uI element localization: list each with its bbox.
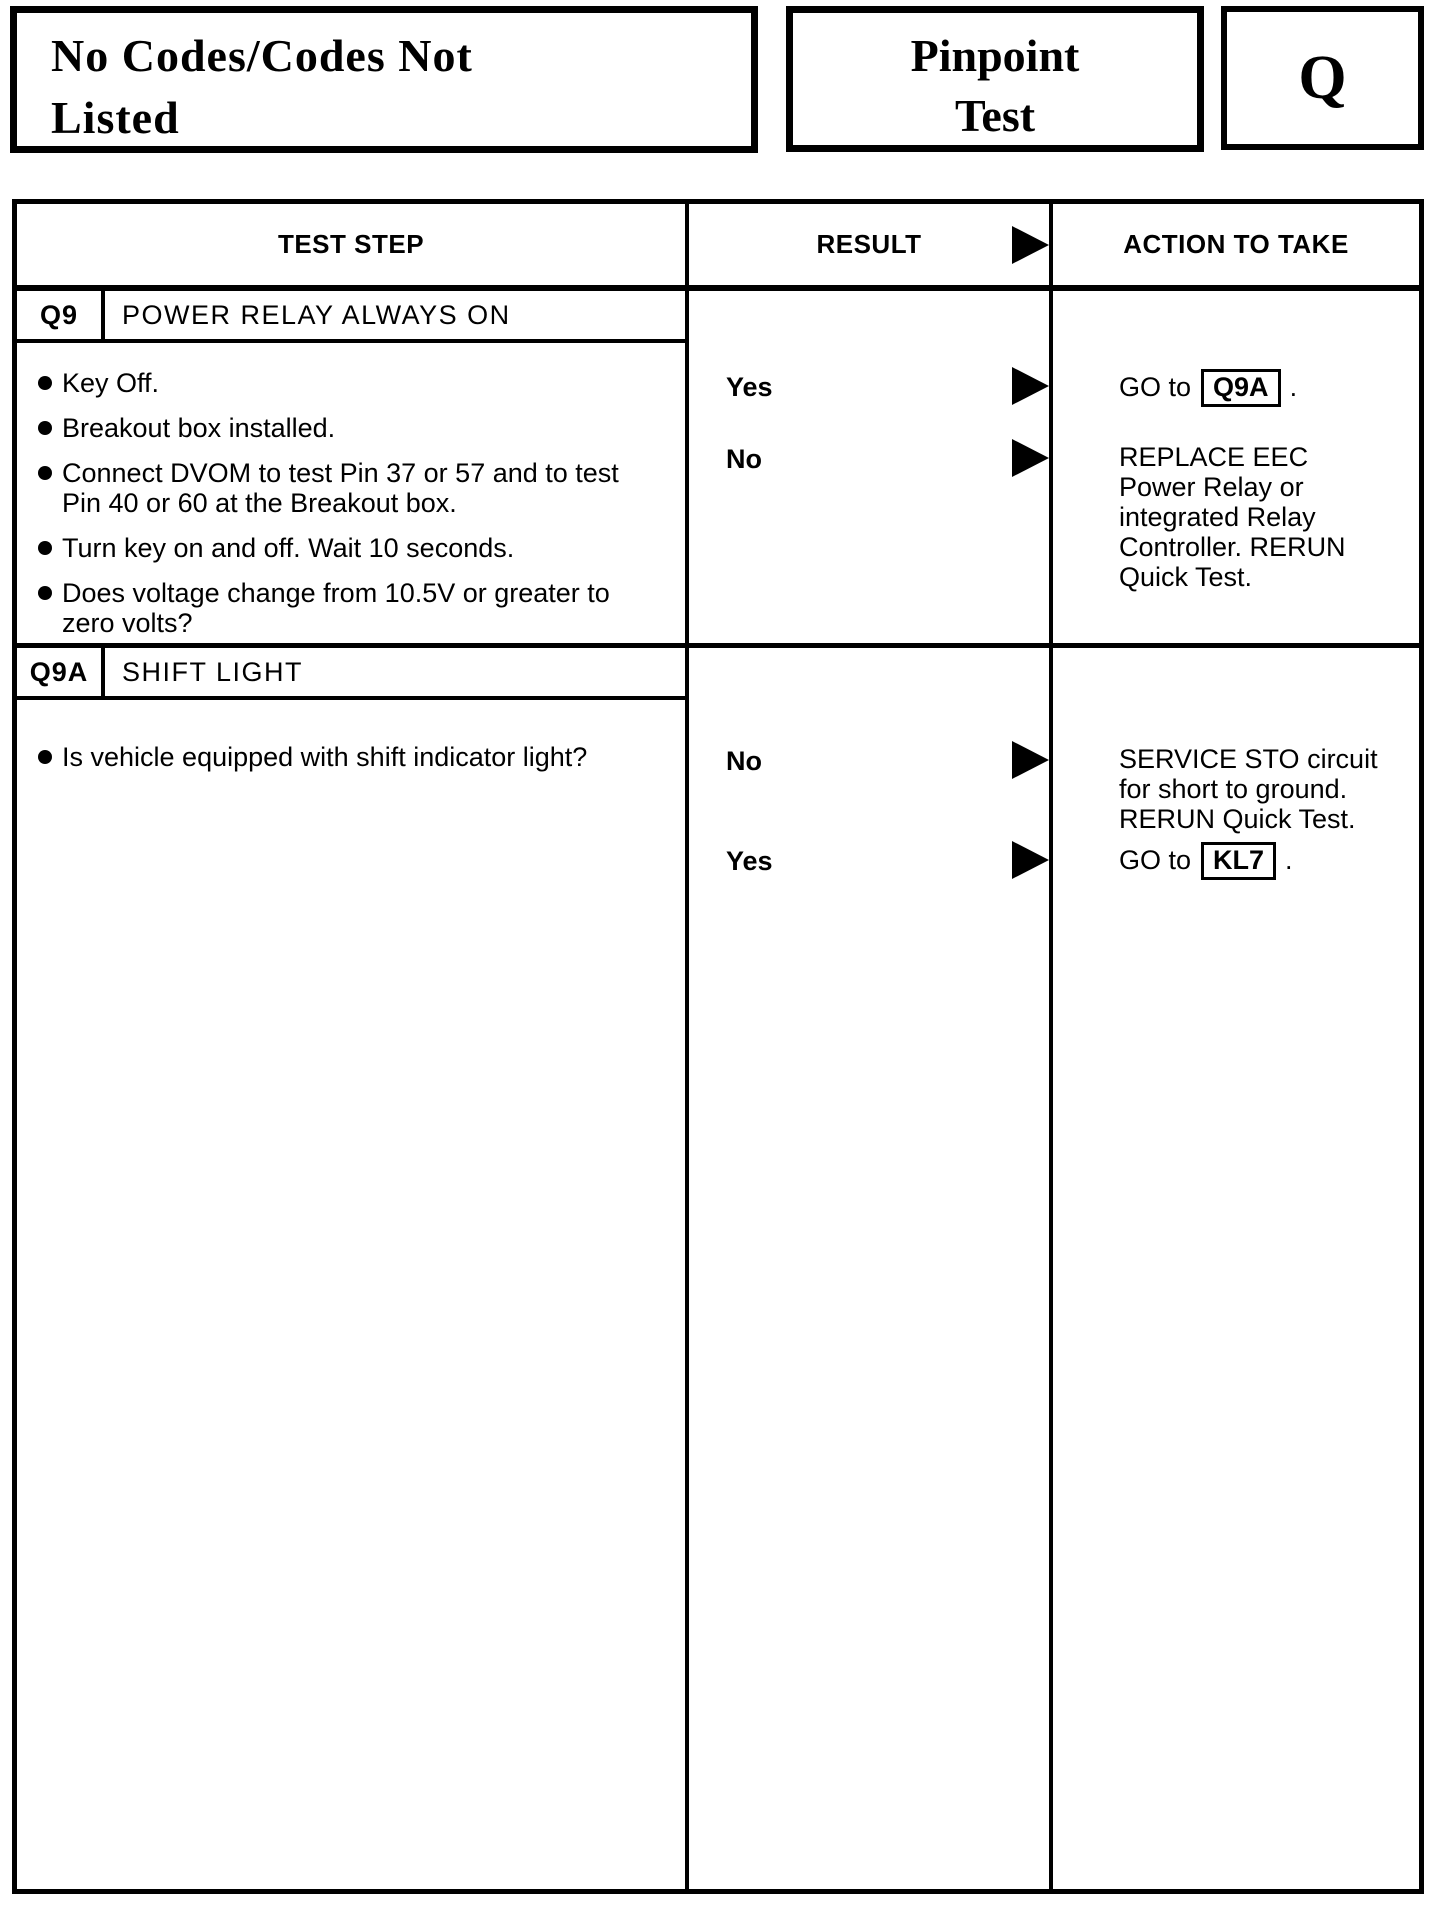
section-letter: Q bbox=[1298, 43, 1347, 112]
go-suffix: . bbox=[1285, 845, 1293, 875]
result-option-no: No bbox=[726, 444, 762, 474]
doc-type-line: Test bbox=[954, 90, 1036, 141]
test-step-item bbox=[17, 458, 685, 518]
action-cell bbox=[1053, 291, 1419, 643]
test-step-item bbox=[17, 368, 685, 398]
page-title-line: No Codes/Codes Not bbox=[51, 30, 473, 81]
go-suffix: . bbox=[1289, 372, 1298, 402]
result-option-yes: Yes bbox=[726, 372, 773, 402]
step-text-line: Does voltage change from 10.5V or greater to bbox=[62, 578, 610, 608]
action-text-line: RERUN Quick Test. bbox=[1119, 804, 1356, 834]
step-id-badge: Q9A bbox=[17, 648, 105, 696]
bullet-icon bbox=[38, 541, 52, 555]
step-text-line: Breakout box installed. bbox=[62, 413, 336, 443]
result-option-no: No bbox=[726, 746, 762, 776]
step-text-line: Is vehicle equipped with shift indicator light? bbox=[62, 742, 588, 772]
doc-type-box bbox=[786, 6, 1204, 152]
action-go-to bbox=[1119, 369, 1297, 407]
bullet-icon bbox=[38, 466, 52, 480]
step-text-line: Pin 40 or 60 at the Breakout box. bbox=[62, 488, 457, 518]
action-text-line: integrated Relay bbox=[1119, 502, 1316, 532]
result-cell bbox=[689, 291, 1053, 643]
action-text-line: for short to ground. bbox=[1119, 774, 1348, 804]
page-title-box bbox=[10, 6, 758, 153]
step-text-line: Connect DVOM to test Pin 37 or 57 and to test bbox=[62, 458, 619, 488]
bullet-icon bbox=[38, 376, 52, 390]
action-text bbox=[1119, 442, 1346, 592]
test-step-item bbox=[17, 578, 685, 638]
step-text-line: Key Off. bbox=[62, 368, 160, 398]
test-row-q9a bbox=[17, 648, 1419, 1889]
column-header-result-label: RESULT bbox=[816, 229, 922, 259]
page-title-line: Listed bbox=[51, 92, 180, 143]
step-list bbox=[17, 368, 685, 638]
step-list bbox=[17, 742, 685, 772]
reference-box: KL7 bbox=[1201, 842, 1276, 880]
action-cell bbox=[1053, 648, 1419, 1889]
result-cell bbox=[689, 648, 1053, 1889]
action-text bbox=[1119, 744, 1378, 834]
step-header-bar bbox=[17, 648, 685, 700]
test-step-item bbox=[17, 742, 685, 772]
bullet-icon bbox=[38, 750, 52, 764]
step-title: POWER RELAY ALWAYS ON bbox=[122, 299, 511, 330]
bullet-icon bbox=[38, 586, 52, 600]
column-header-test-step: TEST STEP bbox=[17, 204, 689, 285]
test-step-cell bbox=[17, 648, 689, 1889]
go-prefix: GO to bbox=[1119, 372, 1192, 402]
reference-box: Q9A bbox=[1201, 369, 1281, 407]
step-text-line: zero volts? bbox=[62, 608, 193, 638]
action-text-line: REPLACE EEC bbox=[1119, 442, 1309, 472]
result-arrow-icon bbox=[1012, 226, 1049, 264]
section-letter-box bbox=[1221, 6, 1424, 150]
result-arrow-icon bbox=[1012, 841, 1049, 879]
step-text-line: Turn key on and off. Wait 10 seconds. bbox=[62, 533, 515, 563]
doc-type-line: Pinpoint bbox=[910, 30, 1080, 81]
test-row-q9 bbox=[17, 291, 1419, 648]
step-title: SHIFT LIGHT bbox=[122, 656, 304, 687]
action-text-line: Quick Test. bbox=[1119, 562, 1253, 592]
table-header-row bbox=[17, 204, 1419, 291]
action-text-line: Controller. RERUN bbox=[1119, 532, 1346, 562]
column-header-action: ACTION TO TAKE bbox=[1123, 229, 1349, 259]
result-arrow-icon bbox=[1012, 439, 1049, 477]
test-step-item bbox=[17, 413, 685, 443]
column-header-result bbox=[689, 204, 1053, 285]
go-prefix: GO to bbox=[1119, 845, 1192, 875]
action-go-to bbox=[1119, 842, 1293, 880]
result-arrow-icon bbox=[1012, 741, 1049, 779]
test-step-cell bbox=[17, 291, 689, 643]
result-option-yes: Yes bbox=[726, 846, 773, 876]
bullet-icon bbox=[38, 421, 52, 435]
action-text-line: Power Relay or bbox=[1119, 472, 1304, 502]
test-step-item bbox=[17, 533, 685, 563]
pinpoint-test-table bbox=[12, 199, 1424, 1894]
action-text-line: SERVICE STO circuit bbox=[1119, 744, 1378, 774]
result-arrow-icon bbox=[1012, 367, 1049, 405]
step-header-bar bbox=[17, 291, 685, 343]
step-id-badge: Q9 bbox=[17, 291, 105, 339]
